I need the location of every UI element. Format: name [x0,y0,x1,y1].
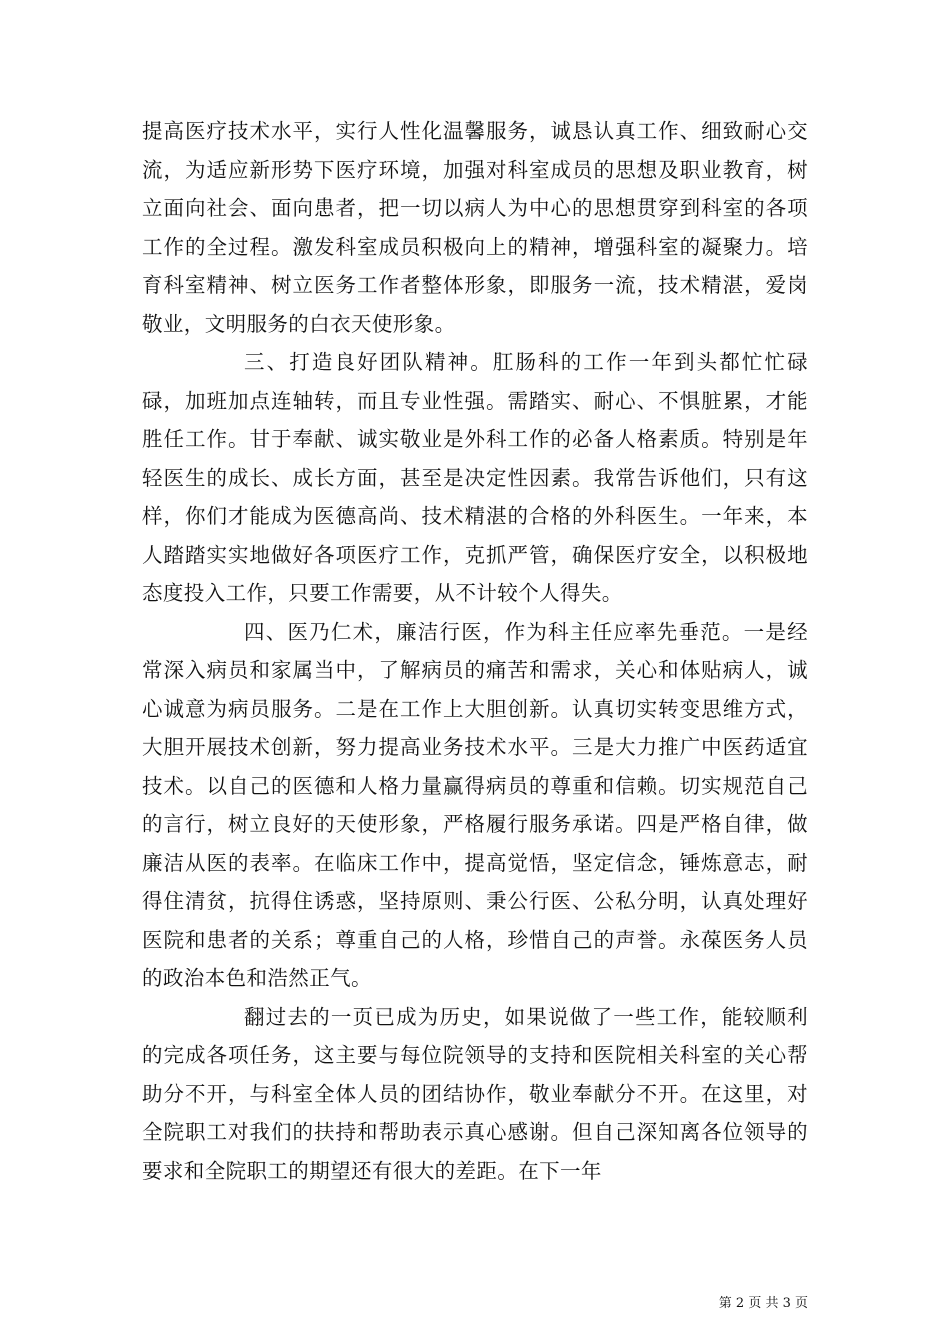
paragraph-section-three: 三、打造良好团队精神。肛肠科的工作一年到头都忙忙碌碌，加班加点连轴转，而且专业性强。需踏实、耐心、不惧脏累，才能胜任工作。甘于奉献、诚实敬业是外科工作的必备人格素质。特别是年轻医生的成长、成长方面，甚至是决定性因素。我常告诉他们，只有这样，你们才能成为医德高尚、技术精湛的合格的外科医生。一年来，本人踏踏实实地做好各项医疗工作，克抓严管，确保医疗安全，以积极地态度投入工作，只要工作需要，从不计较个人得失。 [142,350,808,605]
paragraph-section-four: 四、医乃仁术，廉洁行医，作为科主任应率先垂范。一是经常深入病员和家属当中，了解病员的痛苦和需求，关心和体贴病人，诚心诚意为病员服务。二是在工作上大胆创新。认真切实转变思维方式，大胆开展技术创新，努力提高业务技术水平。三是大力推广中医药适宜技术。以自己的医德和人格力量赢得病员的尊重和信赖。切实规范自己的言行，树立良好的天使形象，严格履行服务承诺。四是严格自律，做廉洁从医的表率。在临床工作中，提高觉悟，坚定信念，锤炼意志，耐得住清贫，抗得住诱惑，坚持原则、秉公行医、公私分明，认真处理好医院和患者的关系；尊重自己的人格，珍惜自己的声誉。永葆医务人员的政治本色和浩然正气。 [142,619,808,990]
page-number-footer: 第 2 页 共 3 页 [718,1296,808,1311]
paragraph-closing: 翻过去的一页已成为历史，如果说做了一些工作，能较顺利的完成各项任务，这主要与每位院领导的支持和医院相关科室的关心帮助分不开，与科室全体人员的团结协作，敬业奉献分不开。在这里，对全院职工对我们的扶持和帮助表示真心感谢。但自己深知离各位领导的要求和全院职工的期望还有很大的差距。在下一年 [142,1004,808,1183]
document-body [142,112,808,1190]
paragraph-continuation: 提高医疗技术水平，实行人性化温馨服务，诚恳认真工作、细致耐心交流，为适应新形势下医疗环境，加强对科室成员的思想及职业教育，树立面向社会、面向患者，把一切以病人为中心的思想贯穿到科室的各项工作的全过程。激发科室成员积极向上的精神，增强科室的凝聚力。培育科室精神、树立医务工作者整体形象，即服务一流，技术精湛，爱岗敬业，文明服务的白衣天使形象。 [142,119,808,336]
